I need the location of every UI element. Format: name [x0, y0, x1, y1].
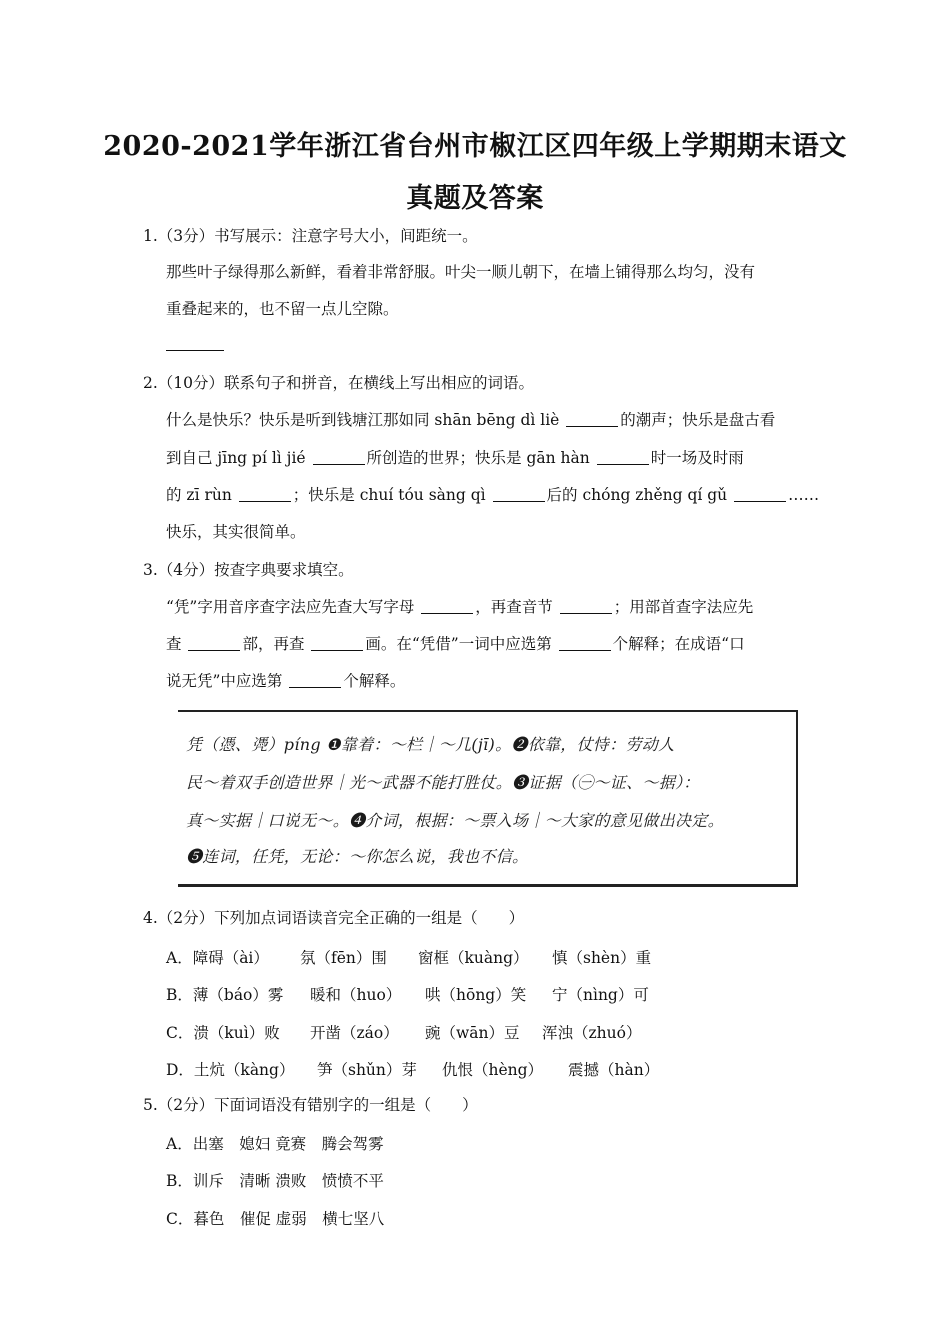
q2-line4: 快乐，其实很简单。 [166, 523, 306, 541]
q4-option-a-4: 慎（shèn）重 [552, 949, 652, 967]
q4-option-c-1[interactable]: C．溃（kuì）败 [166, 1024, 280, 1042]
q3-text: 画。在“凭借”一词中应选第 [365, 635, 557, 653]
q4-option-c-2: 开凿（záo） [310, 1024, 399, 1042]
q1-text-line1: 那些叶子绿得那么新鲜，看着非常舒服。叶尖一顺儿朝下，在墙上铺得那么均匀，没有 [166, 263, 756, 281]
q4-option-b-3: 哄（hōng）笑 [425, 986, 527, 1004]
answer-blank[interactable] [313, 450, 365, 465]
q2-text: 后的 chóng zhěng qí gǔ [546, 486, 733, 504]
q3-line2 [166, 634, 745, 654]
answer-blank[interactable] [559, 636, 611, 651]
q2-text: 到自己 jīng pí lì jié [166, 449, 311, 467]
dict-line4: ❺连词，任凭，无论：～你怎么说，我也不信。 [186, 847, 529, 866]
q4-option-a-3: 窗框（kuàng） [418, 949, 529, 967]
dict-line1: 凭（憑、凴）píng ❶靠着：～栏｜～几(jī)。❷依靠，仗恃：劳动人 [186, 735, 675, 754]
q3-text: 查 [166, 635, 187, 653]
answer-blank[interactable] [560, 599, 612, 614]
page-title-line2: 真题及答案 [406, 183, 544, 214]
q5-stem: 5.（2分）下面词语没有错别字的一组是（ ） [143, 1096, 478, 1114]
q2-text: …… [788, 486, 820, 504]
dict-line3: 真～实据｜口说无～。❹介词，根据：～票入场｜～大家的意见做出决定。 [186, 811, 724, 830]
q4-option-d-1[interactable]: D．土炕（kàng） [166, 1061, 295, 1079]
q3-text: 个解释；在成语“口 [612, 635, 745, 653]
answer-blank[interactable] [734, 487, 786, 502]
q4-option-b-1[interactable]: B．薄（báo）雾 [166, 986, 284, 1004]
answer-blank[interactable] [311, 636, 363, 651]
dictionary-entry-image [178, 710, 798, 888]
q2-text: ；快乐是 chuí tóu sàng qì [292, 486, 491, 504]
q2-line3 [166, 485, 819, 505]
q2-text: 时一场及时雨 [650, 449, 744, 467]
q1-answer-blank[interactable] [166, 334, 224, 354]
answer-blank[interactable] [421, 599, 473, 614]
q2-text: 什么是快乐？快乐是听到钱塘江那如同 shān bēng dì liè [166, 411, 565, 429]
q3-text: ，再查音节 [475, 598, 558, 616]
answer-blank[interactable] [239, 487, 291, 502]
q3-text: 个解释。 [343, 672, 406, 690]
q3-text: ；用部首查字法应先 [613, 598, 754, 616]
q4-option-c-4: 浑浊（zhuó） [542, 1024, 642, 1042]
q3-stem: 3.（4分）按查字典要求填空。 [143, 561, 354, 579]
page-title-line1: 2020-2021学年浙江省台州市椒江区四年级上学期期末语文 [103, 131, 847, 162]
q1-stem: 1.（3分）书写展示：注意字号大小，间距统一。 [143, 227, 478, 245]
q4-stem: 4.（2分）下列加点词语读音完全正确的一组是（ ） [143, 909, 525, 927]
answer-blank[interactable] [566, 412, 618, 427]
answer-blank[interactable] [597, 450, 649, 465]
q3-line1 [166, 597, 753, 617]
answer-blank[interactable] [289, 673, 341, 688]
q2-stem: 2.（10分）联系句子和拼音，在横线上写出相应的词语。 [143, 374, 535, 392]
q4-option-d-3: 仇恨（hèng） [442, 1061, 544, 1079]
answer-blank[interactable] [188, 636, 240, 651]
q2-line1 [166, 410, 775, 430]
q4-option-a-2: 氛（fēn）围 [300, 949, 387, 967]
q4-option-a-1[interactable]: A．障碍（ài） [166, 949, 269, 967]
q5-option-a[interactable]: A．出塞 媳妇 竟赛 腾会驾雾 [166, 1135, 384, 1153]
q4-option-c-3: 豌（wān）豆 [425, 1024, 520, 1042]
q2-text: 的潮声；快乐是盘古看 [620, 411, 776, 429]
q3-text: “凭”字用音序查字法应先查大写字母 [166, 598, 420, 616]
answer-blank[interactable] [493, 487, 545, 502]
q2-text: 的 zī rùn [166, 486, 237, 504]
q3-text: 部，再查 [242, 635, 310, 653]
q2-line2 [166, 448, 744, 468]
q5-option-c[interactable]: C．暮色 催促 虚弱 横七坚八 [166, 1210, 385, 1228]
q4-option-d-4: 震撼（hàn） [568, 1061, 660, 1079]
q4-option-b-2: 暖和（huo） [310, 986, 402, 1004]
q2-text: 所创造的世界；快乐是 gān hàn [366, 449, 595, 467]
dict-line2: 民～着双手创造世界｜光～武器不能打胜仗。❸证据（㊀～证、～据）： [186, 773, 700, 792]
q1-text-line2: 重叠起来的，也不留一点儿空隙。 [166, 300, 399, 318]
q4-option-d-2: 笋（shǔn）芽 [317, 1061, 417, 1079]
q3-text: 说无凭”中应选第 [166, 672, 288, 690]
q3-line3 [166, 671, 405, 691]
q5-option-b[interactable]: B．训斥 清晰 溃败 愤愤不平 [166, 1172, 384, 1190]
q4-option-b-4: 宁（nìng）可 [552, 986, 649, 1004]
